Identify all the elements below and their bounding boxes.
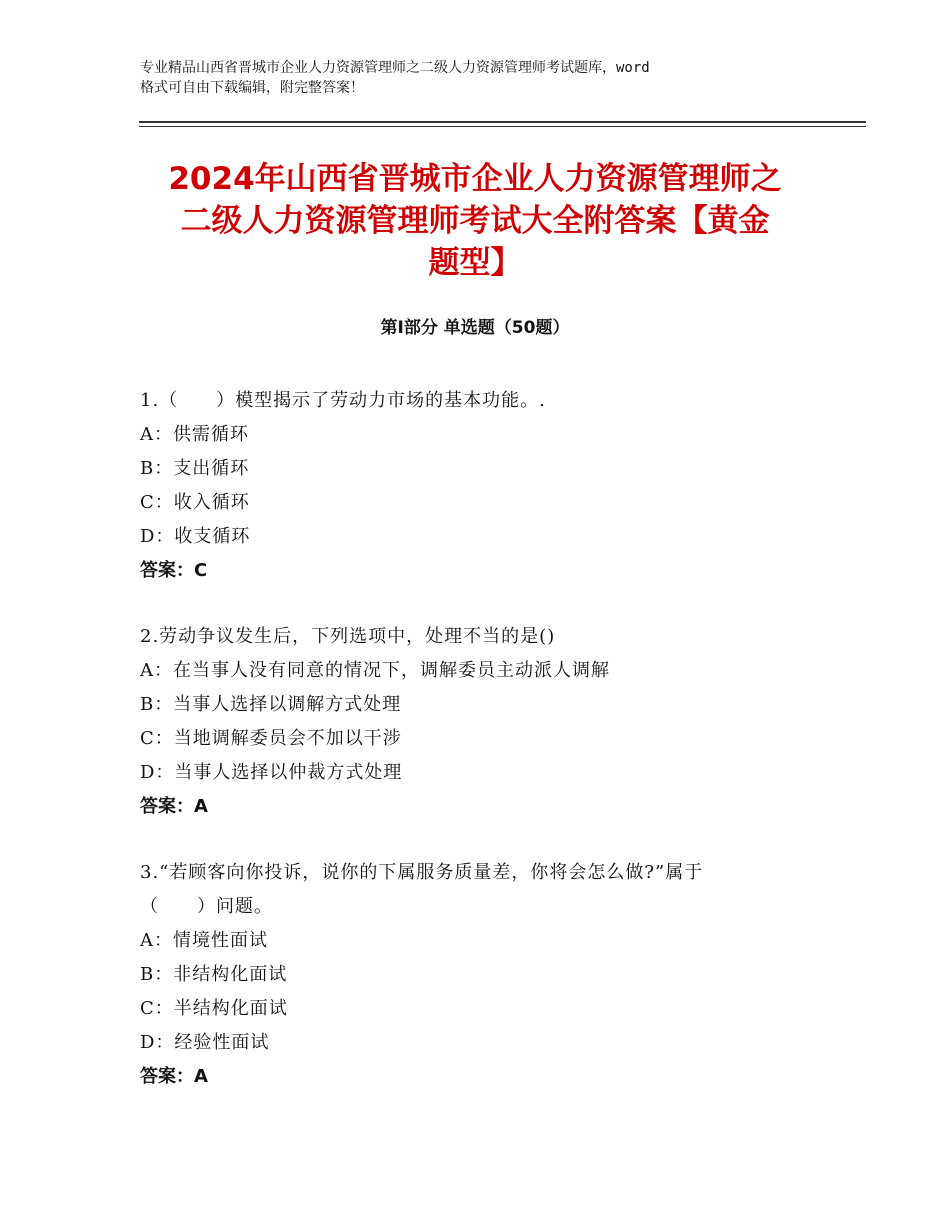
question-list	[140, 384, 820, 1126]
header-note-line-2: 格式可自由下载编辑，附完整答案！	[140, 80, 364, 96]
option-b: B：当事人选择以调解方式处理	[140, 694, 402, 715]
option-c: C：当地调解委员会不加以干涉	[140, 728, 402, 749]
question-3	[140, 856, 820, 1094]
question-stem-line-1: 3.“若顾客向你投诉，说你的下属服务质量差，你将会怎么做?”属于	[140, 862, 704, 883]
option-a: A：在当事人没有同意的情况下，调解委员主动派人调解	[140, 660, 610, 681]
answer: 答案：A	[140, 796, 208, 817]
answer: 答案：C	[140, 560, 208, 581]
document-title	[120, 158, 830, 284]
document-title-line-2: 二级人力资源管理师考试大全附答案【黄金	[180, 203, 770, 239]
section-title: 第Ⅰ部分 单选题（50题）	[380, 318, 570, 338]
option-c: C：收入循环	[140, 492, 250, 513]
document-title-line-1: 2024年山西省晋城市企业人力资源管理师之	[168, 161, 782, 197]
option-a: A：情境性面试	[140, 930, 268, 951]
question-2	[140, 620, 820, 824]
question-stem-line-2: （ ）问题。	[140, 896, 273, 917]
option-d: D：经验性面试	[140, 1032, 270, 1053]
option-b: B：支出循环	[140, 458, 250, 479]
option-d: D：收支循环	[140, 526, 251, 547]
header-note-line-1: 专业精品山西省晋城市企业人力资源管理师之二级人力资源管理师考试题库，word	[140, 60, 650, 76]
option-d: D：当事人选择以仲裁方式处理	[140, 762, 403, 783]
header-divider-thick	[139, 121, 866, 123]
document-title-line-3: 题型】	[428, 245, 522, 281]
question-stem: 1.（ ）模型揭示了劳动力市场的基本功能。.	[140, 390, 546, 411]
question-1	[140, 384, 820, 588]
header-divider-thin	[139, 126, 866, 127]
option-c: C：半结构化面试	[140, 998, 288, 1019]
question-stem: 2.劳动争议发生后，下列选项中，处理不当的是()	[140, 626, 556, 647]
option-b: B：非结构化面试	[140, 964, 288, 985]
option-a: A：供需循环	[140, 424, 249, 445]
header-note	[140, 58, 830, 98]
answer: 答案：A	[140, 1066, 208, 1087]
